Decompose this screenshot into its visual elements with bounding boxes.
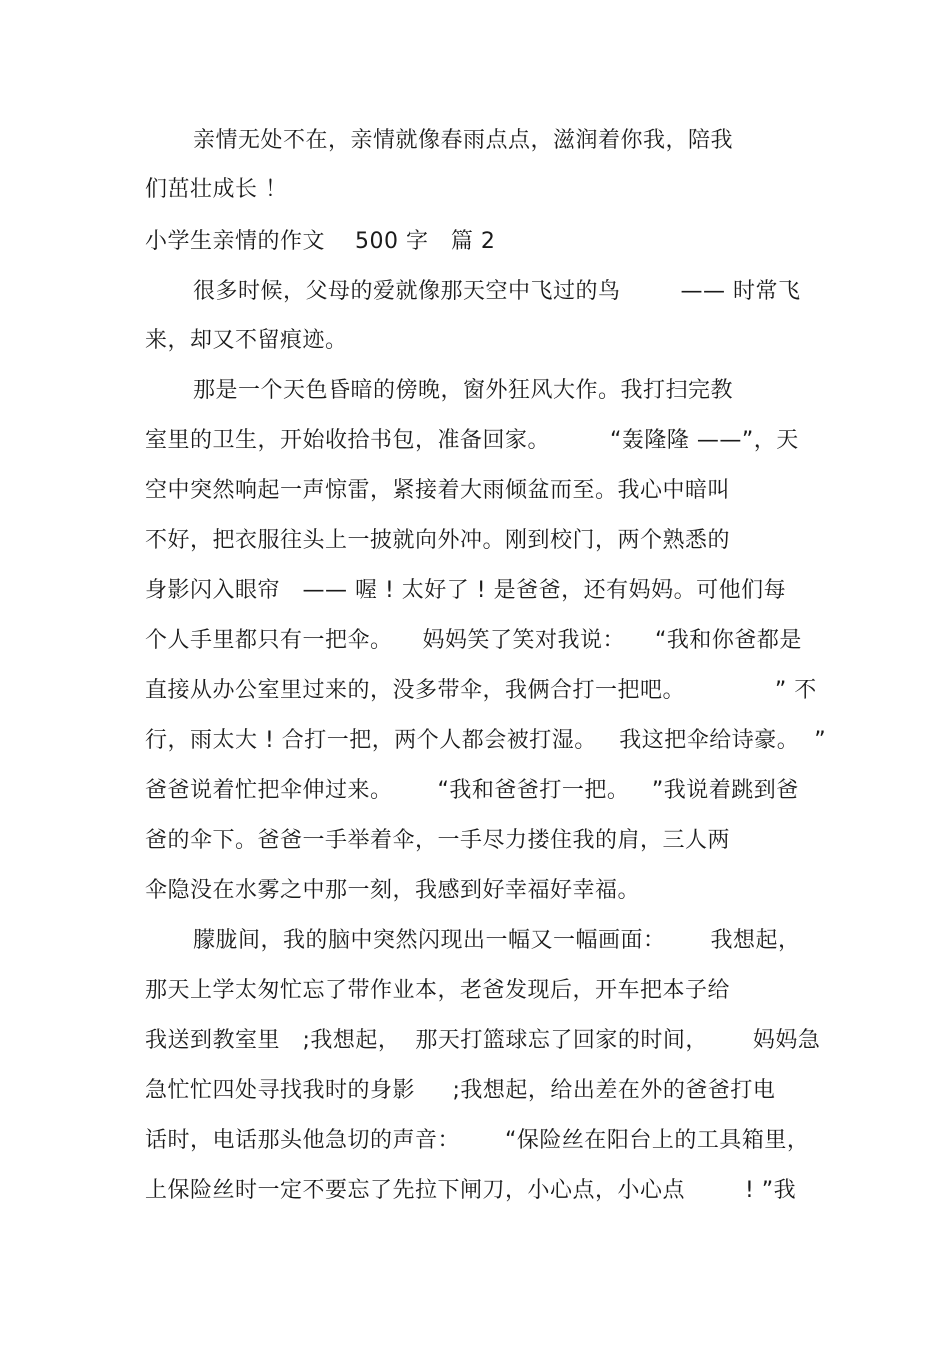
paragraph-line: 爸爸说着忙把伞伸过来。 “我和爸爸打一把。 ”我说着跳到爸 bbox=[145, 778, 799, 803]
paragraph-line: 话时，电话那头他急切的声音： “保险丝在阳台上的工具箱里， bbox=[145, 1128, 810, 1153]
paragraph-line: 们茁壮成长 ！ bbox=[145, 177, 288, 202]
paragraph-line: 身影闪入眼帘 —— 喔 ! 太好了 ! 是爸爸，还有妈妈。可他们每 bbox=[145, 578, 787, 603]
paragraph-line: 来，却又不留痕迹。 bbox=[145, 328, 348, 353]
paragraph-line: 急忙忙四处寻找我时的身影 ;我想起，给出差在外的爸爸打电 bbox=[145, 1078, 776, 1103]
paragraph-line: 不好，把衣服往头上一披就向外冲。刚到校门，两个熟悉的 bbox=[145, 528, 731, 553]
paragraph-line: 爸的伞下。爸爸一手举着伞，一手尽力搂住我的肩，三人两 bbox=[145, 828, 731, 853]
paragraph-line: 直接从办公室里过来的，没多带伞，我俩合打一把吧。 ” 不 bbox=[145, 678, 817, 703]
paragraph-line: 伞隐没在水雾之中那一刻，我感到好幸福好幸福。 bbox=[145, 878, 641, 903]
paragraph-line: 朦胧间，我的脑中突然闪现出一幅又一幅画面： 我想起， bbox=[193, 928, 801, 953]
paragraph-line: 个人手里都只有一把伞。 妈妈笑了笑对我说： “我和你爸都是 bbox=[145, 628, 802, 653]
paragraph-line: 那是一个天色昏暗的傍晚，窗外狂风大作。我打扫完教 bbox=[193, 378, 734, 403]
paragraph-line: 上保险丝时一定不要忘了先拉下闸刀，小心点，小心点 ! ”我 bbox=[145, 1178, 797, 1203]
paragraph-line: 室里的卫生，开始收拾书包，准备回家。 “轰隆隆 ——”，天 bbox=[145, 428, 799, 453]
paragraph-line: 我送到教室里 ;我想起， 那天打篮球忘了回家的时间， 妈妈急 bbox=[145, 1028, 821, 1053]
paragraph-line: 行，雨太大 ! 合打一把，两个人都会被打湿。 我这把伞给诗豪。 ” bbox=[145, 728, 827, 753]
section-heading: 小学生亲情的作文 500 字 篇 2 bbox=[145, 229, 496, 254]
paragraph-line: 很多时候，父母的爱就像那天空中飞过的鸟 —— 时常飞 bbox=[193, 279, 801, 304]
paragraph-line: 亲情无处不在，亲情就像春雨点点，滋润着你我，陪我 bbox=[193, 128, 734, 153]
paragraph-line: 那天上学太匆忙忘了带作业本，老爸发现后，开车把本子给 bbox=[145, 978, 731, 1003]
paragraph-line: 空中突然响起一声惊雷，紧接着大雨倾盆而至。我心中暗叫 bbox=[145, 478, 731, 503]
